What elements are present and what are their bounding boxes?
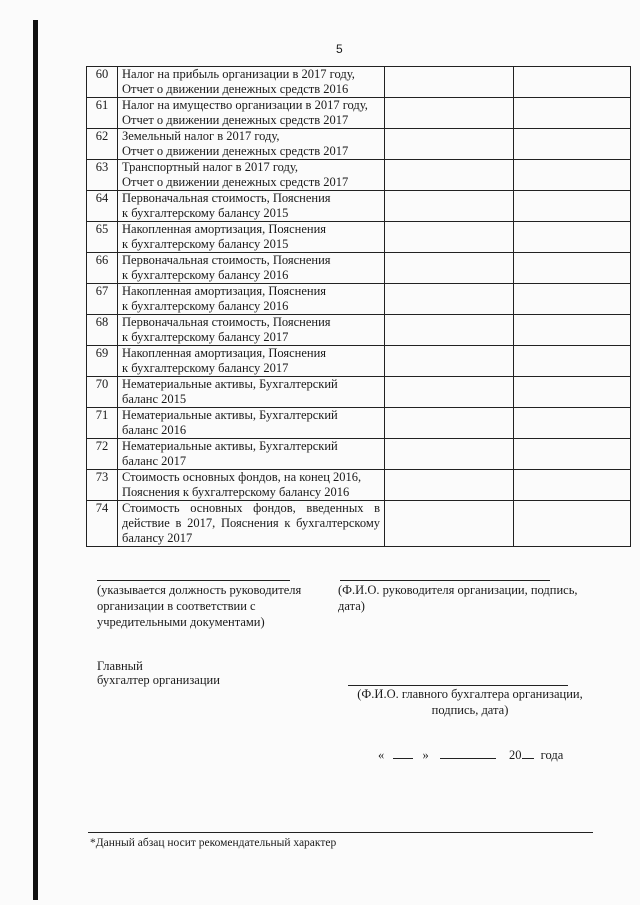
row-description-line1: Накопленная амортизация, Пояснения <box>122 222 327 236</box>
row-value-cell-2 <box>514 67 631 98</box>
row-number: 66 <box>87 253 118 284</box>
row-description-line2: к бухгалтерскому балансу 2017 <box>122 330 289 344</box>
row-number: 69 <box>87 346 118 377</box>
table-row <box>87 470 631 501</box>
row-value-cell-1 <box>385 501 514 547</box>
row-value-cell-1 <box>385 191 514 222</box>
row-value-cell-1 <box>385 439 514 470</box>
row-description-line2: Отчет о движении денежных средств 2017 <box>122 113 349 127</box>
footnote: *Данный абзац носит рекомендательный характер <box>90 837 337 849</box>
row-description <box>118 67 385 98</box>
row-description <box>118 377 385 408</box>
row-description <box>118 284 385 315</box>
row-description-line1: Налог на имущество организации в 2017 году, <box>122 98 368 112</box>
table-row <box>87 408 631 439</box>
row-description-line1: Первоначальная стоимость, Пояснения <box>122 253 331 267</box>
accountant-title-line1: Главный <box>97 659 143 673</box>
row-number: 62 <box>87 129 118 160</box>
date-year-suffix: года <box>540 748 564 762</box>
row-value-cell-2 <box>514 377 631 408</box>
row-value-cell-2 <box>514 408 631 439</box>
row-number: 68 <box>87 315 118 346</box>
row-number: 61 <box>87 98 118 129</box>
row-value-cell-2 <box>514 222 631 253</box>
head-position-line <box>97 580 290 581</box>
row-description-line2: к бухгалтерскому балансу 2017 <box>122 361 289 375</box>
row-description-line2: к бухгалтерскому балансу 2016 <box>122 268 289 282</box>
table-row <box>87 439 631 470</box>
row-description <box>118 160 385 191</box>
row-number: 65 <box>87 222 118 253</box>
row-description-line1: Транспортный налог в 2017 году, <box>122 160 299 174</box>
table-row <box>87 98 631 129</box>
table-row <box>87 315 631 346</box>
row-description <box>118 315 385 346</box>
row-number: 64 <box>87 191 118 222</box>
row-description-line1: Нематериальные активы, Бухгалтерский <box>122 377 338 391</box>
date-open-quote: « <box>378 748 385 762</box>
row-description-line2: к бухгалтерскому балансу 2015 <box>122 237 289 251</box>
row-description-line1: Первоначальная стоимость, Пояснения <box>122 191 331 205</box>
row-description <box>118 439 385 470</box>
row-value-cell-1 <box>385 253 514 284</box>
row-description-line2: к бухгалтерскому балансу 2016 <box>122 299 289 313</box>
row-description-line2: Отчет о движении денежных средств 2017 <box>122 175 349 189</box>
date-month-blank <box>440 746 496 759</box>
indicators-table-body <box>87 67 631 547</box>
row-value-cell-1 <box>385 129 514 160</box>
row-number: 63 <box>87 160 118 191</box>
table-row <box>87 377 631 408</box>
row-value-cell-1 <box>385 98 514 129</box>
row-description-line1: Нематериальные активы, Бухгалтерский <box>122 408 338 422</box>
row-description-line1: Земельный налог в 2017 году, <box>122 129 280 143</box>
row-description-line2: Пояснения к бухгалтерскому балансу 2016 <box>122 485 350 499</box>
row-description-line2: к бухгалтерскому балансу 2015 <box>122 206 289 220</box>
row-value-cell-2 <box>514 501 631 547</box>
accountant-fio-caption: (Ф.И.О. главного бухгалтера организации, подпись, дата) <box>357 687 583 717</box>
row-description-line1: Накопленная амортизация, Пояснения <box>122 284 327 298</box>
row-description-line1: Стоимость основных фондов, на конец 2016, <box>122 470 362 484</box>
row-value-cell-2 <box>514 98 631 129</box>
row-description: Стоимость основных фондов, введенных в действие в 2017, Пояснения к бухгалтерскому балансу 2017 <box>118 501 385 547</box>
row-number: 70 <box>87 377 118 408</box>
table-row <box>87 284 631 315</box>
row-description-line1: Первоначальная стоимость, Пояснения <box>122 315 331 329</box>
row-description <box>118 129 385 160</box>
row-number: 71 <box>87 408 118 439</box>
table-row <box>87 129 631 160</box>
row-description <box>118 253 385 284</box>
row-value-cell-2 <box>514 160 631 191</box>
row-value-cell-2 <box>514 346 631 377</box>
date-day-blank <box>393 746 413 759</box>
row-description <box>118 470 385 501</box>
head-position-caption: (указывается должность руководителя организации в соответствии с учредительными документами) <box>97 583 302 629</box>
row-description-line2: Отчет о движении денежных средств 2016 <box>122 82 349 96</box>
row-value-cell-1 <box>385 222 514 253</box>
date-close-quote: » <box>422 748 429 762</box>
row-value-cell-1 <box>385 67 514 98</box>
table-row <box>87 501 631 547</box>
row-value-cell-1 <box>385 315 514 346</box>
row-description <box>118 98 385 129</box>
head-fio-line <box>340 580 550 581</box>
page-number: 5 <box>336 42 343 56</box>
row-description <box>118 346 385 377</box>
row-description <box>118 191 385 222</box>
row-description-line1: Накопленная амортизация, Пояснения <box>122 346 327 360</box>
row-value-cell-1 <box>385 377 514 408</box>
row-value-cell-1 <box>385 408 514 439</box>
row-description-line2: баланс 2016 <box>122 423 187 437</box>
row-value-cell-2 <box>514 129 631 160</box>
row-number: 72 <box>87 439 118 470</box>
table-row <box>87 67 631 98</box>
row-number: 67 <box>87 284 118 315</box>
table-row <box>87 346 631 377</box>
row-value-cell-2 <box>514 253 631 284</box>
head-fio-caption: (Ф.И.О. руководителя организации, подпись, дата) <box>338 583 578 613</box>
table-row <box>87 253 631 284</box>
row-description-line2: баланс 2017 <box>122 454 187 468</box>
accountant-title-line2: бухгалтер организации <box>97 673 220 687</box>
indicators-table <box>86 66 631 547</box>
row-description-line2: баланс 2015 <box>122 392 187 406</box>
footnote-rule <box>88 832 593 833</box>
row-value-cell-2 <box>514 439 631 470</box>
row-value-cell-2 <box>514 284 631 315</box>
row-description-line1: Налог на прибыль организации в 2017 году, <box>122 67 355 81</box>
date-line <box>378 746 563 763</box>
row-value-cell-1 <box>385 160 514 191</box>
row-value-cell-1 <box>385 284 514 315</box>
date-year-prefix: 20 <box>509 748 522 762</box>
table-row <box>87 191 631 222</box>
row-number: 73 <box>87 470 118 501</box>
row-description-line2: Отчет о движении денежных средств 2017 <box>122 144 349 158</box>
row-value-cell-2 <box>514 470 631 501</box>
row-description <box>118 408 385 439</box>
scan-edge-bar <box>33 20 38 900</box>
row-value-cell-2 <box>514 315 631 346</box>
row-description-line1: Нематериальные активы, Бухгалтерский <box>122 439 338 453</box>
row-value-cell-2 <box>514 191 631 222</box>
row-number: 60 <box>87 67 118 98</box>
table-row <box>87 222 631 253</box>
row-value-cell-1 <box>385 346 514 377</box>
date-year-blank <box>522 746 534 759</box>
row-number: 74 <box>87 501 118 547</box>
row-description <box>118 222 385 253</box>
table-row <box>87 160 631 191</box>
row-value-cell-1 <box>385 470 514 501</box>
